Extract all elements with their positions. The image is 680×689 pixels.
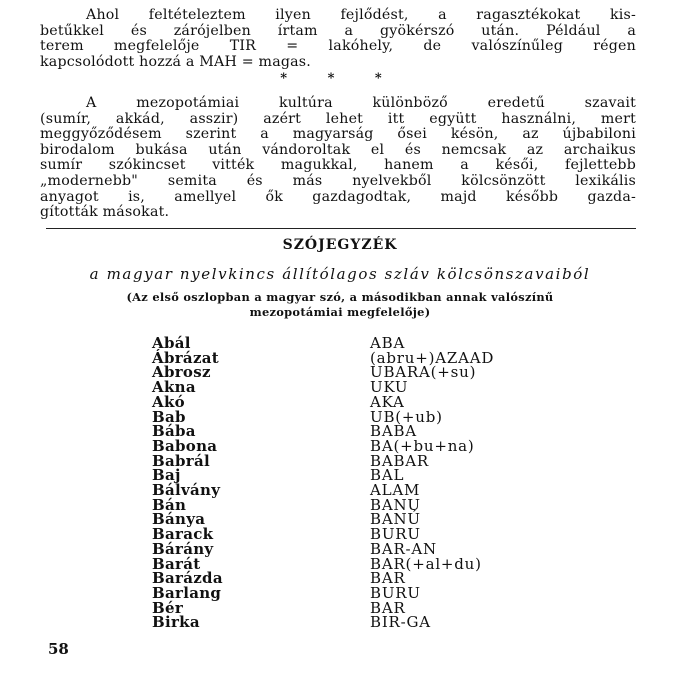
glossary-row <box>0 512 680 527</box>
paragraph-2-line: birodalom bukása után vándoroltak el és nemcsak az archaikus <box>40 141 636 158</box>
mesopotamian-equivalent: UBARA(+su) <box>370 363 477 382</box>
paragraph-1-line: betűkkel és zárójelben írtam a gyökérszó után. Például a <box>40 22 636 39</box>
paragraph-2 <box>40 96 636 221</box>
glossary-row <box>0 380 680 395</box>
glossary-subtitle: a magyar nyelvkincs állítólagos szláv kölcsönszavaiból <box>89 265 591 283</box>
paragraph-2-line: „modernebb" semita és más nyelvekből kölcsönzött lexikális <box>40 172 636 189</box>
page-number: 58 <box>48 640 69 658</box>
hungarian-word: Bárány <box>152 539 214 558</box>
hungarian-word: Barát <box>152 554 201 573</box>
glossary-row <box>0 468 680 483</box>
mesopotamian-equivalent: BANU <box>370 495 421 514</box>
mesopotamian-equivalent: (abru+)AZAAD <box>370 348 495 367</box>
hungarian-word: Akó <box>152 392 185 411</box>
glossary-note-line: mezopotámiai megfelelője) <box>249 305 431 319</box>
glossary-row <box>0 365 680 380</box>
hungarian-word: Akna <box>152 378 196 397</box>
hungarian-word: Babrál <box>152 451 211 470</box>
hungarian-word: Bér <box>152 598 184 617</box>
glossary-row <box>0 554 680 573</box>
paragraph-2-line: meggyőződésem szerint a magyarság ősei késön, az újbabiloni <box>40 126 636 143</box>
mesopotamian-equivalent: BANÚ <box>370 510 421 529</box>
hungarian-word: Barack <box>152 525 214 544</box>
glossary-row <box>0 451 680 470</box>
hungarian-word: Bab <box>152 407 186 426</box>
glossary-row <box>0 539 680 558</box>
mesopotamian-equivalent: BURU <box>370 583 421 602</box>
glossary-row <box>0 615 680 630</box>
mesopotamian-equivalent: AKA <box>370 392 405 411</box>
glossary-row <box>0 392 680 411</box>
mesopotamian-equivalent: BA(+bu+na) <box>370 436 475 455</box>
paragraph-2-line: (sumír, akkád, asszir) azért lehet itt együtt használni, mert <box>40 110 636 127</box>
section-separator: * * * <box>280 71 400 86</box>
glossary-row <box>0 495 680 514</box>
hungarian-word: Barlang <box>152 583 222 602</box>
mesopotamian-equivalent: BAL <box>370 466 405 485</box>
mesopotamian-equivalent: ALAM <box>370 481 421 499</box>
glossary-row <box>0 598 680 617</box>
glossary-row <box>0 527 680 542</box>
mesopotamian-equivalent: BIR-GA <box>370 613 431 632</box>
glossary-row <box>0 336 680 351</box>
hungarian-word: Babona <box>152 436 218 455</box>
hungarian-word: Abrosz <box>152 363 211 382</box>
glossary-row <box>0 348 680 367</box>
hungarian-word: Birka <box>152 613 200 632</box>
glossary-row <box>0 571 680 586</box>
glossary-row <box>0 436 680 455</box>
hungarian-word: Abál <box>152 334 191 352</box>
glossary-note-line: (Az első oszlopban a magyar szó, a másodikban annak valószínű <box>126 290 554 304</box>
mesopotamian-equivalent: BURU <box>370 525 421 544</box>
paragraph-2-line: A mezopotámiai kultúra különböző eredetű szavait <box>86 95 636 111</box>
hungarian-word: Barázda <box>152 569 223 588</box>
paragraph-1-line: terem megfelelője TIR = lakóhely, de valószínűleg régen <box>40 38 636 55</box>
paragraph-1 <box>40 8 636 70</box>
hungarian-word: Bálvány <box>152 481 221 499</box>
glossary-title: SZÓJEGYZÉK <box>282 237 398 253</box>
glossary-row <box>0 407 680 426</box>
paragraph-1-line: kapcsolódott hozzá a MAH = magas. <box>40 53 311 70</box>
mesopotamian-equivalent: UKU <box>370 378 409 397</box>
hungarian-word: Bán <box>152 495 187 514</box>
hungarian-word: Baj <box>152 466 181 485</box>
paragraph-2-line: sumír szókincset vitték magukkal, hanem a késői, fejlettebb <box>40 157 636 174</box>
mesopotamian-equivalent: BAR-AN <box>370 539 437 558</box>
paragraph-2-line: anyagot is, amellyel ők gazdagodtak, majd később gazda- <box>40 188 636 205</box>
hungarian-word: Ábrázat <box>152 348 220 367</box>
mesopotamian-equivalent: BAR <box>370 569 406 588</box>
mesopotamian-equivalent: UB(+ub) <box>370 407 443 426</box>
glossary-row <box>0 424 680 439</box>
paragraph-1-line: Ahol feltételeztem ilyen fejlődést, a ragasztékokat kis- <box>86 7 636 23</box>
glossary-note <box>0 290 680 320</box>
mesopotamian-equivalent: BABAR <box>370 451 430 470</box>
hungarian-word: Bánya <box>152 510 206 529</box>
mesopotamian-equivalent: BABA <box>370 422 417 441</box>
hungarian-word: Bába <box>152 422 196 441</box>
paragraph-2-line: gították másokat. <box>40 204 170 221</box>
mesopotamian-equivalent: BAR(+al+du) <box>370 554 482 573</box>
horizontal-divider <box>46 228 636 229</box>
mesopotamian-equivalent: BAR <box>370 598 406 617</box>
glossary-row <box>0 483 680 498</box>
mesopotamian-equivalent: ABA <box>370 334 406 352</box>
glossary-row <box>0 583 680 602</box>
